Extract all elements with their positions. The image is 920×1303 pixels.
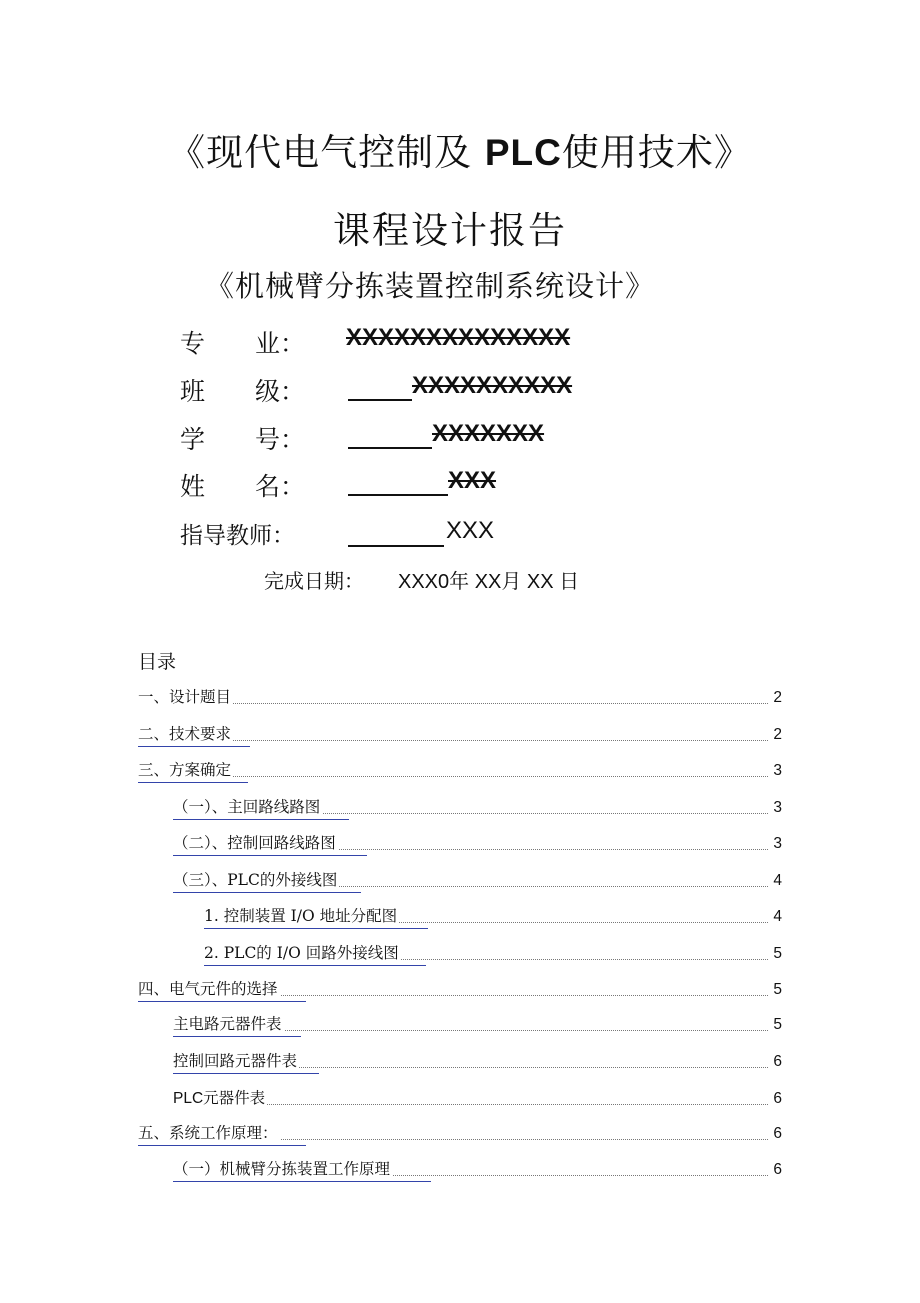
toc-item-control-components[interactable]: [173, 1051, 782, 1073]
toc-item-arm-principle[interactable]: [173, 1159, 782, 1181]
toc-link-underline: [138, 746, 250, 747]
toc-item-text[interactable]: 1. 控制装置 I/O 地址分配图: [204, 904, 399, 926]
toc-item-components[interactable]: [138, 979, 782, 1001]
toc-link-underline: [173, 1073, 319, 1074]
toc-item-working-principle[interactable]: [138, 1123, 782, 1145]
toc-page-number: 3: [773, 835, 782, 852]
info-class-label: 班 级：: [180, 377, 306, 406]
toc-item-main-circuit[interactable]: [173, 797, 782, 819]
info-advisor-value: XXX: [446, 517, 495, 544]
toc-item-design-topic[interactable]: [138, 687, 782, 709]
toc-page-number: 6: [773, 1125, 782, 1142]
info-class-underline: [348, 399, 412, 401]
toc-link-underline: [138, 1001, 306, 1002]
toc-page-number: 5: [773, 981, 782, 998]
info-id-label: 学 号：: [180, 425, 306, 454]
toc-item-io-wiring[interactable]: [204, 943, 782, 965]
toc-page-number: 6: [773, 1090, 782, 1107]
toc-link-underline: [173, 855, 367, 856]
info-date-label: 完成日期：: [264, 569, 364, 593]
toc-item-tech-requirements[interactable]: [138, 724, 782, 746]
info-id-value: XXXXXXX: [432, 420, 545, 447]
report-subtitle: 课程设计报告: [333, 209, 567, 252]
toc-link-underline: [204, 965, 426, 966]
toc-page-number: 4: [773, 908, 782, 925]
toc-item-text[interactable]: 主电路元器件表: [173, 1012, 284, 1034]
info-major-label: 专 业：: [180, 329, 306, 358]
toc-page-number: 3: [773, 799, 782, 816]
toc-link-underline: [173, 892, 361, 893]
toc-item-text[interactable]: （一）、主回路线路图: [173, 795, 322, 817]
toc-item-text[interactable]: （一）机械臂分拣装置工作原理: [173, 1157, 392, 1179]
toc-page-number: 4: [773, 872, 782, 889]
info-name-value: XXX: [448, 467, 497, 494]
document-title: [0, 122, 920, 176]
toc-item-scheme[interactable]: [138, 760, 782, 782]
info-major-value: XXXXXXXXXXXXXX: [346, 324, 571, 351]
info-name-label: 姓 名：: [180, 472, 306, 501]
toc-item-text[interactable]: 2. PLC的 I/O 回路外接线图: [204, 941, 401, 963]
toc-item-text[interactable]: 三、方案确定: [138, 758, 233, 780]
toc-item-text[interactable]: 四、电气元件的选择: [138, 977, 280, 999]
toc-link-underline: [204, 928, 428, 929]
title-open-text: 《现代电气控制及: [168, 131, 485, 174]
toc-item-text[interactable]: 二、技术要求: [138, 722, 233, 744]
toc-item-text[interactable]: 一、设计题目: [138, 685, 233, 707]
info-name-underline: [348, 494, 448, 496]
toc-link-underline: [173, 1181, 431, 1182]
toc-item-text[interactable]: （二）、控制回路线路图: [173, 831, 338, 853]
toc-page-number: 2: [773, 726, 782, 743]
toc-item-text[interactable]: 五、系统工作原理：: [138, 1121, 280, 1143]
toc-item-text[interactable]: （三）、PLC的外接线图: [173, 868, 339, 890]
toc-heading: 目录: [138, 651, 177, 673]
toc-link-underline: [138, 782, 248, 783]
info-advisor-underline: [348, 545, 444, 547]
toc-page-number: 5: [773, 1016, 782, 1033]
toc-item-plc-wiring[interactable]: [173, 870, 782, 892]
toc-page-number: 2: [773, 689, 782, 706]
info-advisor-label: 指导教师：: [180, 523, 295, 549]
toc-link-underline: [138, 1145, 306, 1146]
project-title: 《机械臂分拣装置控制系统设计》: [204, 269, 655, 303]
toc-item-plc-components[interactable]: [173, 1088, 782, 1110]
toc-page-number: 6: [773, 1161, 782, 1178]
toc-item-text[interactable]: PLC元器件表: [173, 1086, 267, 1108]
toc-item-text[interactable]: 控制回路元器件表: [173, 1049, 299, 1071]
toc-page-number: 3: [773, 762, 782, 779]
info-date-value: XXX0年 XX月 XX 日: [398, 571, 580, 593]
info-id-underline: [348, 447, 432, 449]
title-close-text: 使用技术》: [561, 131, 752, 174]
toc-link-underline: [173, 1036, 301, 1037]
toc-item-io-address[interactable]: [204, 906, 782, 928]
toc-page-number: 5: [773, 945, 782, 962]
title-plc-text: PLC: [484, 132, 562, 173]
info-class-value: XXXXXXXXXX: [412, 372, 573, 399]
toc-link-underline: [173, 819, 349, 820]
toc-page-number: 6: [773, 1053, 782, 1070]
toc-item-main-components[interactable]: [173, 1014, 782, 1036]
toc-item-control-circuit[interactable]: [173, 833, 782, 855]
